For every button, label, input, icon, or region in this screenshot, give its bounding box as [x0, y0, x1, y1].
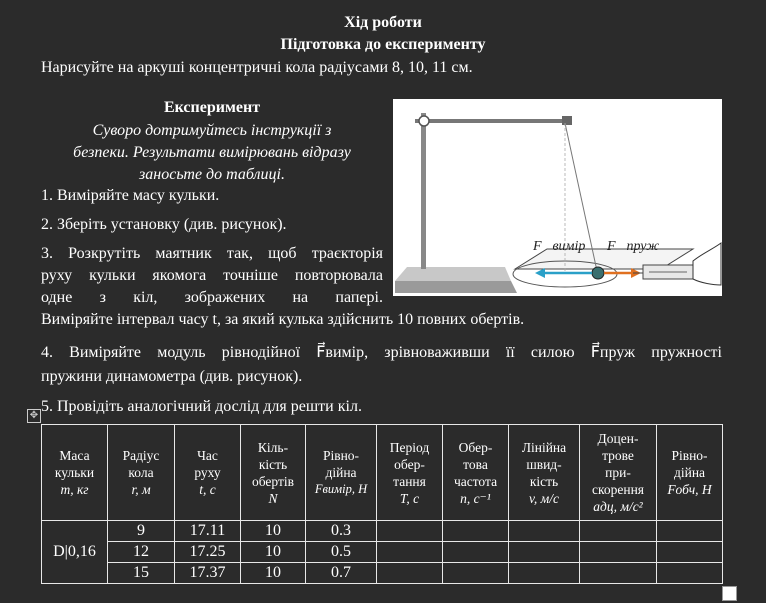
stand-base: [395, 281, 517, 293]
cell-frequency[interactable]: [443, 542, 509, 563]
cell-force[interactable]: 0.7: [306, 563, 377, 584]
step-5: 5. Провідіть аналогічний дослід для решти кіл.: [41, 398, 362, 415]
ball: [592, 267, 604, 279]
table-move-icon[interactable]: ✥: [27, 409, 41, 423]
step-4-line-2: пружини динамометра (див. рисунок).: [41, 368, 303, 385]
cell-force[interactable]: 0.5: [306, 542, 377, 563]
cell-acceleration[interactable]: [580, 563, 657, 584]
table-header-row: [42, 425, 723, 521]
cell-force[interactable]: 0.3: [306, 521, 377, 542]
cell-time[interactable]: 17.11: [175, 521, 241, 542]
cell-acceleration[interactable]: [580, 521, 657, 542]
safety-line-1: Суворо дотримуйтесь інструкції з: [92, 122, 332, 139]
cell-acceleration[interactable]: [580, 542, 657, 563]
step-4-line-1: 4. Виміряйте модуль рівнодійної F⃗вимір, зрівноваживши її силою F⃗пруж пружності: [41, 344, 722, 361]
stand-rod: [421, 113, 426, 269]
cell-period[interactable]: [377, 521, 443, 542]
experiment-heading: Експеримент: [163, 99, 261, 116]
clamp: [419, 116, 429, 126]
experiment-setup-figure: [393, 99, 722, 296]
header-acceleration: Доцен- трове при- скорення aдц, м/с²: [580, 425, 657, 521]
cell-radius[interactable]: 12: [108, 542, 175, 563]
header-period: Період обер- тання T, с: [377, 425, 443, 521]
safety-line-2: безпеки. Результати вимірювань відразу: [73, 144, 351, 161]
header-force-measured: Рівно- дійна Fвимір, Н: [306, 425, 377, 521]
cell-frequency[interactable]: [443, 563, 509, 584]
results-table: [41, 424, 723, 584]
label-f-measured: F⃗вимір: [533, 239, 586, 254]
cell-velocity[interactable]: [509, 521, 580, 542]
header-time: Час руху t, с: [175, 425, 241, 521]
table-resize-handle[interactable]: [722, 586, 737, 601]
cell-velocity[interactable]: [509, 563, 580, 584]
step-2: 2. Зберіть установку (див. рисунок).: [41, 216, 287, 233]
header-frequency: Обер- това частота n, с⁻¹: [443, 425, 509, 521]
cell-force-calc[interactable]: [657, 542, 723, 563]
cell-turns[interactable]: 10: [241, 563, 306, 584]
cell-force-calc[interactable]: [657, 521, 723, 542]
cell-velocity[interactable]: [509, 542, 580, 563]
hand: [693, 243, 721, 285]
cell-period[interactable]: [377, 563, 443, 584]
header-mass: Маса кульки m, кг: [42, 425, 108, 521]
header-velocity: Лінійна швид- кість v, м/с: [509, 425, 580, 521]
page-title: Хід роботи: [344, 14, 422, 31]
stand-arm: [415, 119, 569, 123]
safety-line-3: заносьте до таблиці.: [139, 166, 285, 183]
cell-mass[interactable]: D|0,16: [42, 521, 108, 584]
label-f-spring: F⃗пруж: [607, 239, 660, 254]
cell-radius[interactable]: 15: [108, 563, 175, 584]
table-row: [42, 542, 723, 563]
arm-end: [562, 116, 572, 125]
stand-base-top: [395, 267, 511, 281]
cell-force-calc[interactable]: [657, 563, 723, 584]
step-3-line-2: руху кульки якомога точніше повторювала: [41, 267, 383, 284]
section-subtitle: Підготовка до експерименту: [280, 36, 486, 53]
cell-time[interactable]: 17.37: [175, 563, 241, 584]
step-3-line-1: 3. Розкрутіть маятник так, щоб траєкторія: [41, 245, 383, 262]
table-row: [42, 521, 723, 542]
step-3-line-4: Виміряйте інтервал часу t, за який кулька здійснить 10 повних обертів.: [41, 311, 525, 328]
header-turns: Кіль- кість обертів N: [241, 425, 306, 521]
cell-frequency[interactable]: [443, 521, 509, 542]
cell-time[interactable]: 17.25: [175, 542, 241, 563]
cell-period[interactable]: [377, 542, 443, 563]
step-1: 1. Виміряйте масу кульки.: [41, 187, 220, 204]
table-row: [42, 563, 723, 584]
step-3-line-3: одне з кіл, зображених на папері.: [41, 289, 383, 306]
cell-radius[interactable]: 9: [108, 521, 175, 542]
cell-turns[interactable]: 10: [241, 521, 306, 542]
prep-text: Нарисуйте на аркуші концентричні кола радіусами 8, 10, 11 см.: [41, 59, 473, 76]
header-radius: Радіус кола r, м: [108, 425, 175, 521]
cell-turns[interactable]: 10: [241, 542, 306, 563]
header-force-calculated: Рівно- дійна Fобч, Н: [657, 425, 723, 521]
